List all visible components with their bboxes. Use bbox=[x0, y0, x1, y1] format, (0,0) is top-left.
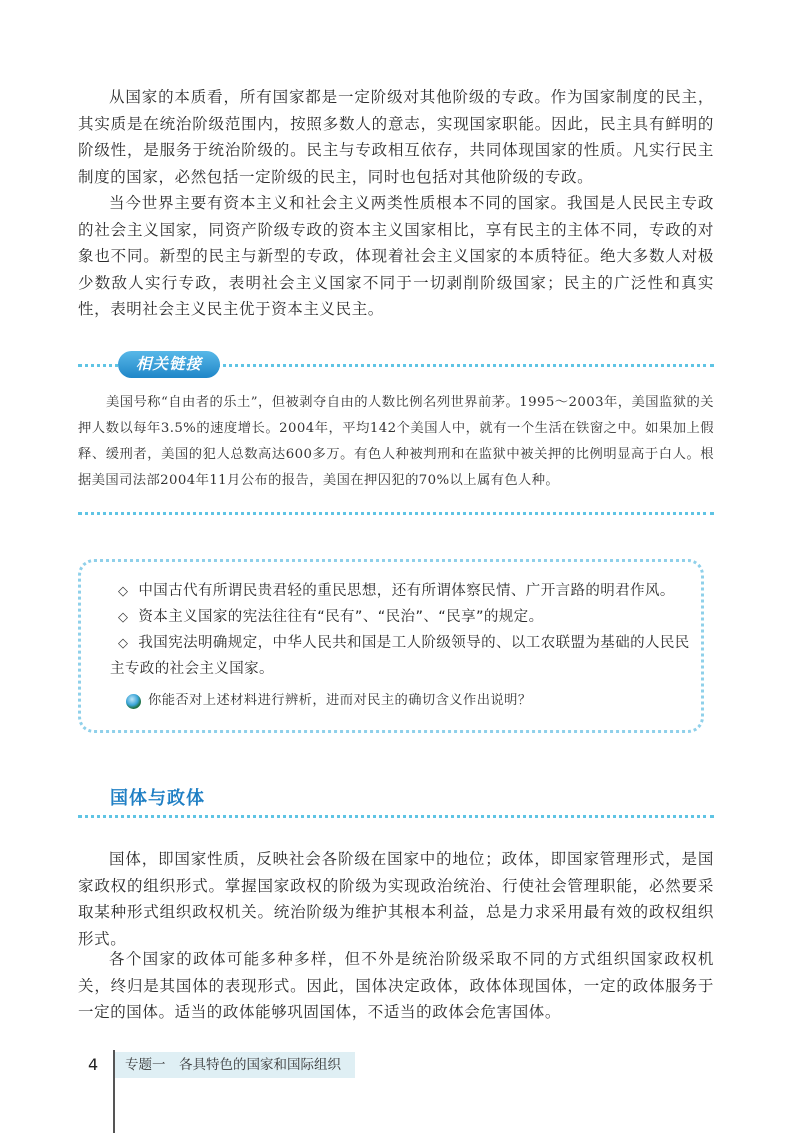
section-title-divider bbox=[78, 815, 714, 818]
section-title: 国体与政体 bbox=[110, 788, 205, 809]
material-item-2: ◇ 资本主义国家的宪法往往有“民有”、“民治”、“民享”的规定。 bbox=[118, 609, 544, 625]
diamond-bullet-icon: ◇ bbox=[118, 584, 129, 599]
body-paragraph-2: 当今世界主要有资本主义和社会主义两类性质根本不同的国家。我国是人民民主专政的社会主义国家，同资产阶级专政的资本主义国家相比，享有民主的主体不同，专政的对象也不同。新型的民主与新型的专政，体现着社会主义国家的本质特征。绝大多数人对极少数敌人实行专政，表明社会主义国家不同于一切剥削阶级国家；民主的广泛性和真实性，表明社会主义民主优于资本主义民主。 bbox=[78, 194, 714, 318]
materials-question: 你能否对上述材料进行辨析，进而对民主的确切含义作出说明？ bbox=[148, 693, 532, 708]
material-item-3: ◇ 我国宪法明确规定，中华人民共和国是工人阶级领导的、以工农联盟为基础的人民民 bbox=[118, 635, 690, 651]
chapter-label: 专题一 各具特色的国家和国际组织 bbox=[115, 1052, 355, 1078]
page-number: 4 bbox=[88, 1055, 99, 1074]
related-link-tag: 相关链接 bbox=[118, 351, 220, 378]
related-link-bottom-divider bbox=[78, 512, 714, 515]
body-paragraph-1: 从国家的本质看，所有国家都是一定阶级对其他阶级的专政。作为国家制度的民主，其实质是在统治阶级范围内，按照多数人的意志，实现国家职能。因此，民主具有鲜明的阶级性，是服务于统治阶级的。民主与专政相互依存，共同体现国家的性质。凡实行民主制度的国家，必然包括一定阶级的民主，同时也包括对其他阶级的专政。 bbox=[78, 88, 714, 186]
diamond-bullet-icon: ◇ bbox=[118, 610, 129, 625]
globe-icon bbox=[126, 694, 141, 709]
section-paragraph-2: 各个国家的政体可能多种多样，但不外是统治阶级采取不同的方式组织国家政权机关，终归是其国体的表现形式。因此，国体决定政体，政体体现国体，一定的政体服务于一定的国体。适当的政体能够巩固国体，不适当的政体会危害国体。 bbox=[78, 950, 714, 1021]
diamond-bullet-icon: ◇ bbox=[118, 636, 129, 651]
related-link-text: 美国号称“自由者的乐土”，但被剥夺自由的人数比例名列世界前茅。1995～2003年，美国监狱的关押人数以每年3.5%的速度增长。2004年，平均142个美国人中，就有一个生活在铁窗之中。如果加上假释、缓刑者，美国的犯人总数高达600多万。有色人种被判刑和在监狱中被关押的比例明显高于白人。根据美国司法部2004年11月公布的报告，美国在押囚犯的70%以上属有色人种。 bbox=[78, 395, 714, 488]
section-paragraph-1: 国体，即国家性质，反映社会各阶级在国家中的地位；政体，即国家管理形式，是国家政权的组织形式。掌握国家政权的阶级为实现政治统治、行使社会管理职能，必然要采取某种形式组织政权机关。统治阶级为维护其根本利益，总是力求采用最有效的政权组织形式。 bbox=[78, 850, 714, 948]
material-item-3-continued: 主专政的社会主义国家。 bbox=[110, 661, 274, 677]
material-item-1: ◇ 中国古代有所谓民贵君轻的重民思想，还有所谓体察民情、广开言路的明君作风。 bbox=[118, 583, 675, 599]
